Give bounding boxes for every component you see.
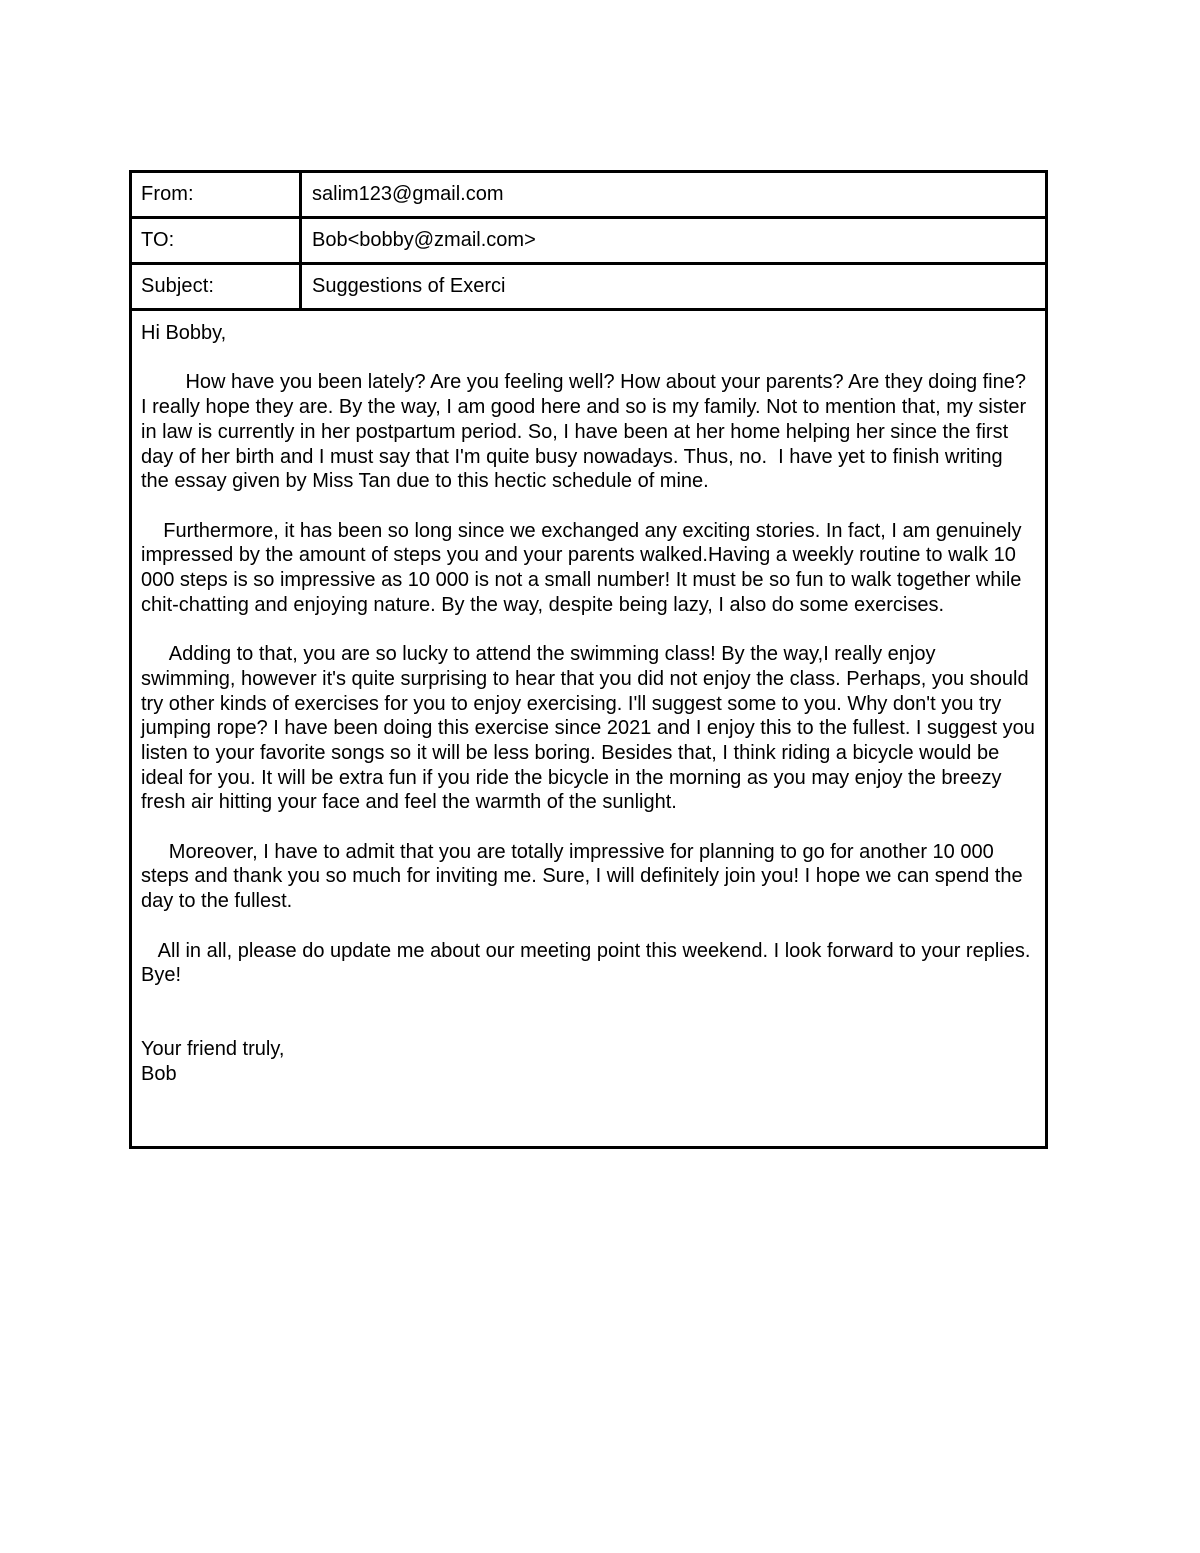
subject-value: Suggestions of Exerci	[312, 275, 506, 297]
body-paragraph-4: Moreover, I have to admit that you are totally impressive for planning to go for another 10 000 steps and thank you so much for inviting me. Sure, I will definitely join you! I hope we can spend the day to the fullest.	[141, 840, 1029, 913]
body-paragraph-1: How have you been lately? Are you feeling well? How about your parents? Are they doing fine? I really hope they are. By the way, I am good here and so is my family. Not to mention that, my sister in law is currently in her postpartum period. So, I have been at her home helping her since the first day of her birth and I must say that I'm quite busy nowadays. Thus, no. I have yet to finish writing the essay given by Miss Tan due to this hectic schedule of mine.	[141, 371, 1032, 493]
greeting: Hi Bobby,	[141, 322, 227, 344]
to-row	[132, 219, 1045, 265]
signature: Bob	[141, 1063, 177, 1085]
subject-row	[132, 265, 1045, 311]
email-body	[132, 311, 1045, 1146]
email-form	[129, 170, 1048, 1149]
to-label: TO:	[132, 219, 302, 262]
closing: Your friend truly,	[141, 1038, 285, 1061]
from-label: From:	[132, 173, 302, 216]
body-paragraph-2: Furthermore, it has been so long since we exchanged any exciting stories. In fact, I am genuinely impressed by the amount of steps you and your parents walked.Having a weekly routine to walk 10 000 steps is so impressive as 10 000 is not a small number! It must be so fun to walk together while chit-chatting and enjoying nature. By the way, despite being lazy, I also do some exercises.	[141, 519, 1028, 616]
from-row	[132, 173, 1045, 219]
subject-label: Subject:	[132, 265, 302, 308]
from-value: salim123@gmail.com	[312, 183, 504, 205]
to-value: Bob<bobby@zmail.com>	[312, 229, 536, 251]
body-paragraph-3: Adding to that, you are so lucky to attend the swimming class! By the way,I really enjoy swimming, however it's quite surprising to hear that you did not enjoy the class. Perhaps, you should try other kinds of exercises for you to enjoy exercising. I'll suggest some to you. Why don't you try jumping rope? I have been doing this exercise since 2021 and I enjoy this to the fullest. I suggest you listen to your favorite songs so it will be less boring. Besides that, I think riding a bicycle would be ideal for you. It will be extra fun if you ride the bicycle in the morning as you may enjoy the breezy fresh air hitting your face and feel the warmth of the sunlight.	[141, 643, 1041, 814]
body-paragraph-5: All in all, please do update me about our meeting point this weekend. I look forward to your replies. Bye!	[141, 939, 1036, 987]
